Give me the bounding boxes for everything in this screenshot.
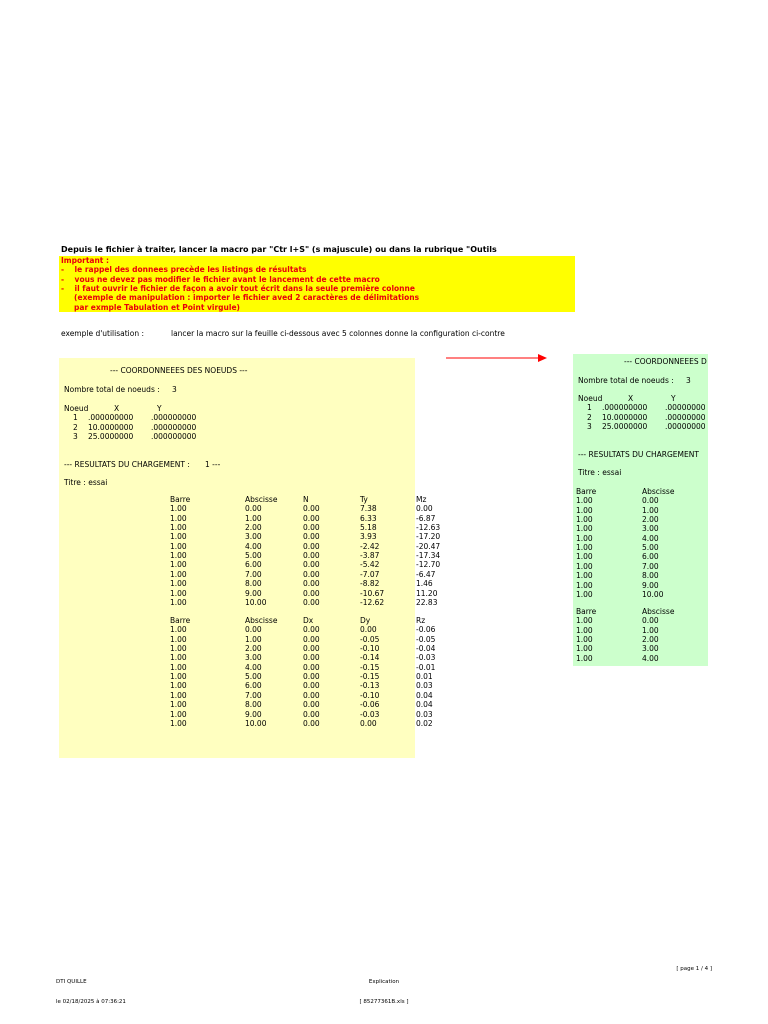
table-cell: -12.62 (360, 597, 385, 607)
table-cell: 0.00 (642, 496, 659, 506)
table-header-cell: Mz (416, 495, 427, 504)
table-cell: 0.00 (303, 625, 320, 635)
results-title: --- RESULTATS DU CHARGEMENT (578, 450, 699, 459)
node-cell: 3 (587, 421, 592, 431)
table-cell: -17.34 (416, 551, 441, 561)
table-cell: -0.10 (360, 690, 380, 700)
footer-file-name: [ 85277361B.xls ] (359, 998, 409, 1005)
table-cell: 0.00 (303, 690, 320, 700)
node-cell: 3 (73, 431, 78, 441)
node-header-cell: Noeud (64, 404, 89, 413)
table-cell: 1.00 (576, 552, 593, 562)
node-cell: .00000000 (665, 403, 706, 413)
table-cell: 0.00 (303, 588, 320, 598)
result-sheet-panel (573, 354, 708, 666)
table-cell: -12.63 (416, 523, 441, 533)
table-cell: 3.93 (360, 532, 377, 542)
table-cell: -0.03 (360, 709, 380, 719)
table-header-cell: Abscisse (642, 487, 675, 496)
node-cell: .000000000 (602, 403, 648, 413)
node-cell: .000000000 (151, 431, 197, 441)
table-cell: 0.00 (245, 504, 262, 514)
table-cell: 2.00 (245, 523, 262, 533)
table-cell: 0.00 (303, 709, 320, 719)
table-cell: 1.00 (170, 718, 187, 728)
table-cell: -0.06 (416, 625, 436, 635)
table-cell: -0.05 (416, 634, 436, 644)
table-cell: 8.00 (642, 571, 659, 581)
table-cell: -0.15 (360, 672, 380, 682)
table-cell: 1.00 (576, 543, 593, 553)
table-cell: 0.00 (303, 718, 320, 728)
table-cell: 0.00 (303, 644, 320, 654)
table-cell: 9.00 (245, 588, 262, 598)
table-cell: -12.70 (416, 560, 441, 570)
table-cell: 1.00 (170, 551, 187, 561)
table-cell: 1.00 (170, 690, 187, 700)
node-cell: 2 (587, 412, 592, 422)
table-cell: 1.00 (170, 662, 187, 672)
table-cell: 3.00 (642, 524, 659, 534)
node-cell: .00000000 (665, 412, 706, 422)
table-cell: 0.00 (303, 513, 320, 523)
coord-title: --- COORDONNEEES DES NOEUDS --- (110, 366, 248, 375)
table-cell: 1.00 (170, 523, 187, 533)
table-cell: 6.00 (245, 681, 262, 691)
table-header-cell: Dy (360, 616, 371, 625)
table-cell: 0.00 (303, 569, 320, 579)
table-cell: 1.00 (576, 653, 593, 663)
table-cell: 1.00 (576, 571, 593, 581)
nodes-total-label: Nombre total de noeuds : (578, 376, 674, 385)
table-cell: 0.03 (416, 709, 433, 719)
table-cell: 4.00 (245, 662, 262, 672)
table-cell: 5.00 (245, 672, 262, 682)
table-cell: 11.20 (416, 588, 438, 598)
table-cell: 10.00 (642, 589, 664, 599)
table-cell: 1.00 (170, 532, 187, 542)
table-cell: 1.00 (576, 589, 593, 599)
table-cell: 8.00 (245, 579, 262, 589)
table-cell: -10.67 (360, 588, 385, 598)
table-cell: 1.00 (642, 505, 659, 515)
table-cell: 8.00 (245, 700, 262, 710)
table-cell: 5.00 (642, 543, 659, 553)
table-cell: 4.00 (642, 533, 659, 543)
instructions-heading: Depuis le fichier à traiter, lancer la macro par "Ctr l+S" (s majuscule) ou dans la rubrique "Outils (61, 245, 497, 254)
node-cell: .000000000 (151, 413, 197, 423)
node-cell: 10.0000000 (88, 422, 134, 432)
table-cell: -0.06 (360, 700, 380, 710)
table-header-cell: Abscisse (245, 616, 278, 625)
important-title: Important : (61, 256, 110, 265)
table-cell: 1.00 (170, 681, 187, 691)
table-cell: 1.00 (576, 616, 593, 626)
table-cell: 9.00 (642, 580, 659, 590)
table-cell: 1.00 (576, 524, 593, 534)
table-cell: 0.03 (416, 681, 433, 691)
table-cell: 0.00 (303, 541, 320, 551)
table-cell: 0.00 (303, 662, 320, 672)
table-cell: 1.00 (170, 700, 187, 710)
table-cell: 1.00 (576, 580, 593, 590)
table-cell: 1.00 (576, 561, 593, 571)
table-cell: 0.00 (360, 718, 377, 728)
table-cell: 1.00 (576, 635, 593, 645)
table-header-cell: Rz (416, 616, 426, 625)
footer-date: le 02/18/2025 à 07:36:21 (56, 998, 126, 1005)
footer-author: DTI QUILLE (56, 979, 87, 985)
table-cell: -17.20 (416, 532, 441, 542)
table-cell: -3.87 (360, 551, 380, 561)
table-cell: -8.82 (360, 579, 380, 589)
footer-sheet-name: Explication (368, 979, 400, 985)
nodes-total-value: 3 (686, 376, 691, 385)
table-cell: -0.15 (360, 662, 380, 672)
footer-center (360, 966, 409, 1012)
table-cell: -0.01 (416, 662, 436, 672)
node-cell: .00000000 (665, 421, 706, 431)
table-cell: 1.00 (245, 634, 262, 644)
table-cell: 0.00 (303, 504, 320, 514)
table-cell: 1.00 (170, 560, 187, 570)
node-header-cell: X (114, 404, 120, 413)
table-cell: 7.00 (642, 561, 659, 571)
results-number: 1 --- (205, 460, 221, 469)
table-cell: 0.00 (303, 672, 320, 682)
table-cell: 1.00 (576, 515, 593, 525)
table-cell: 7.38 (360, 504, 377, 514)
table-cell: 0.00 (303, 653, 320, 663)
table-cell: 1.00 (170, 513, 187, 523)
important-notes-box (59, 256, 575, 312)
table-cell: 0.00 (416, 504, 433, 514)
table-cell: 0.00 (303, 523, 320, 533)
table-cell: 0.00 (303, 634, 320, 644)
table-cell: 3.00 (245, 532, 262, 542)
node-cell: .000000000 (151, 422, 197, 432)
table-cell: 0.00 (303, 579, 320, 589)
table-cell: 0.00 (245, 625, 262, 635)
table-cell: 0.04 (416, 690, 433, 700)
node-cell: 1 (587, 403, 592, 413)
results-title: --- RESULTATS DU CHARGEMENT : (64, 460, 190, 469)
important-line: - vous ne devez pas modifier le fichier avant le lancement de cette macro (61, 274, 380, 284)
table-cell: 1.00 (576, 505, 593, 515)
node-cell: 25.0000000 (602, 421, 648, 431)
node-cell: 25.0000000 (88, 431, 134, 441)
table-cell: 1.00 (170, 625, 187, 635)
table-cell: 0.00 (303, 551, 320, 561)
node-header-cell: Y (157, 404, 162, 413)
important-line: - il faut ouvrir le fichier de façon a avoir tout écrit dans la seule première colonne (61, 283, 415, 293)
table-cell: -6.87 (416, 513, 436, 523)
table-cell: -0.14 (360, 653, 380, 663)
table-cell: 6.00 (642, 552, 659, 562)
table-cell: 0.00 (303, 597, 320, 607)
table-header-cell: Abscisse (642, 607, 675, 616)
table-cell: 4.00 (642, 653, 659, 663)
table-header-cell: N (303, 495, 309, 504)
table-cell: 1.00 (170, 597, 187, 607)
table-cell: 0.00 (303, 560, 320, 570)
table-cell: 2.00 (642, 635, 659, 645)
arrow-right-icon (446, 352, 548, 364)
table-cell: 22.83 (416, 597, 438, 607)
table-cell: 2.00 (642, 515, 659, 525)
table-cell: 3.00 (245, 653, 262, 663)
table-cell: -2.42 (360, 541, 380, 551)
important-line: - le rappel des donnees precède les listings de résultats (61, 265, 307, 275)
table-cell: 1.00 (170, 579, 187, 589)
table-cell: 1.00 (576, 533, 593, 543)
table-cell: 0.02 (416, 718, 433, 728)
table-cell: 2.00 (245, 644, 262, 654)
table-cell: 1.00 (170, 672, 187, 682)
table-cell: 5.00 (245, 551, 262, 561)
example-label: exemple d'utilisation : (61, 329, 145, 338)
node-cell: 10.0000000 (602, 412, 648, 422)
table-cell: 1.46 (416, 579, 433, 589)
table-cell: 0.00 (303, 681, 320, 691)
nodes-total-label: Nombre total de noeuds : (64, 385, 160, 394)
table-cell: 10.00 (245, 718, 267, 728)
table-cell: 1.00 (170, 709, 187, 719)
table-cell: -0.13 (360, 681, 380, 691)
table-header-cell: Barre (170, 616, 191, 625)
table-cell: 3.00 (642, 644, 659, 654)
table-cell: -0.10 (360, 644, 380, 654)
node-header-cell: Noeud (578, 394, 603, 403)
table-cell: -7.07 (360, 569, 380, 579)
node-cell: .000000000 (88, 413, 134, 423)
table-cell: 5.18 (360, 523, 377, 533)
table-cell: 7.00 (245, 569, 262, 579)
table-cell: 1.00 (170, 541, 187, 551)
table-cell: -6.47 (416, 569, 436, 579)
important-line: par exmple Tabulation et Point virgule) (61, 302, 240, 312)
node-header-cell: X (628, 394, 634, 403)
table-cell: -5.42 (360, 560, 380, 570)
table-cell: 0.00 (303, 700, 320, 710)
node-header-cell: Y (671, 394, 676, 403)
table-header-cell: Ty (360, 495, 368, 504)
table-header-cell: Barre (576, 607, 597, 616)
coord-title: --- COORDONNEEES D (624, 357, 707, 366)
table-cell: 1.00 (170, 569, 187, 579)
footer-left (56, 966, 126, 1012)
table-cell: -20.47 (416, 541, 441, 551)
table-cell: 0.01 (416, 672, 433, 682)
table-cell: 1.00 (642, 625, 659, 635)
node-cell: 1 (73, 413, 78, 423)
page-number: [ page 1 / 4 ] (676, 966, 712, 972)
titre-label: Titre : essai (578, 468, 622, 477)
table-cell: 1.00 (576, 625, 593, 635)
table-cell: 1.00 (245, 513, 262, 523)
table-header-cell: Dx (303, 616, 314, 625)
table-cell: -0.04 (416, 644, 436, 654)
table-header-cell: Barre (170, 495, 191, 504)
table-cell: -0.05 (360, 634, 380, 644)
table-cell: 1.00 (576, 496, 593, 506)
table-cell: 0.04 (416, 700, 433, 710)
table-cell: 9.00 (245, 709, 262, 719)
important-line: (exemple de manipulation : importer le fichier aved 2 caractères de délimitations (61, 293, 420, 303)
source-sheet-panel (59, 358, 441, 758)
table-header-cell: Barre (576, 487, 597, 496)
table-cell: 1.00 (170, 588, 187, 598)
table-cell: 0.00 (360, 625, 377, 635)
table-cell: 1.00 (170, 504, 187, 514)
table-cell: 1.00 (170, 644, 187, 654)
nodes-total-value: 3 (172, 385, 177, 394)
table-cell: 10.00 (245, 597, 267, 607)
table-cell: 1.00 (170, 634, 187, 644)
table-cell: 6.00 (245, 560, 262, 570)
table-header-cell: Abscisse (245, 495, 278, 504)
table-cell: 1.00 (576, 644, 593, 654)
table-cell: 1.00 (170, 653, 187, 663)
table-cell: -0.03 (416, 653, 436, 663)
titre-label: Titre : essai (64, 478, 108, 487)
example-text: lancer la macro sur la feuille ci-dessous avec 5 colonnes donne la configuration ci-contre (171, 329, 505, 338)
table-cell: 0.00 (303, 532, 320, 542)
table-cell: 4.00 (245, 541, 262, 551)
table-cell: 7.00 (245, 690, 262, 700)
table-cell: 6.33 (360, 513, 377, 523)
table-cell: 0.00 (642, 616, 659, 626)
node-cell: 2 (73, 422, 78, 432)
